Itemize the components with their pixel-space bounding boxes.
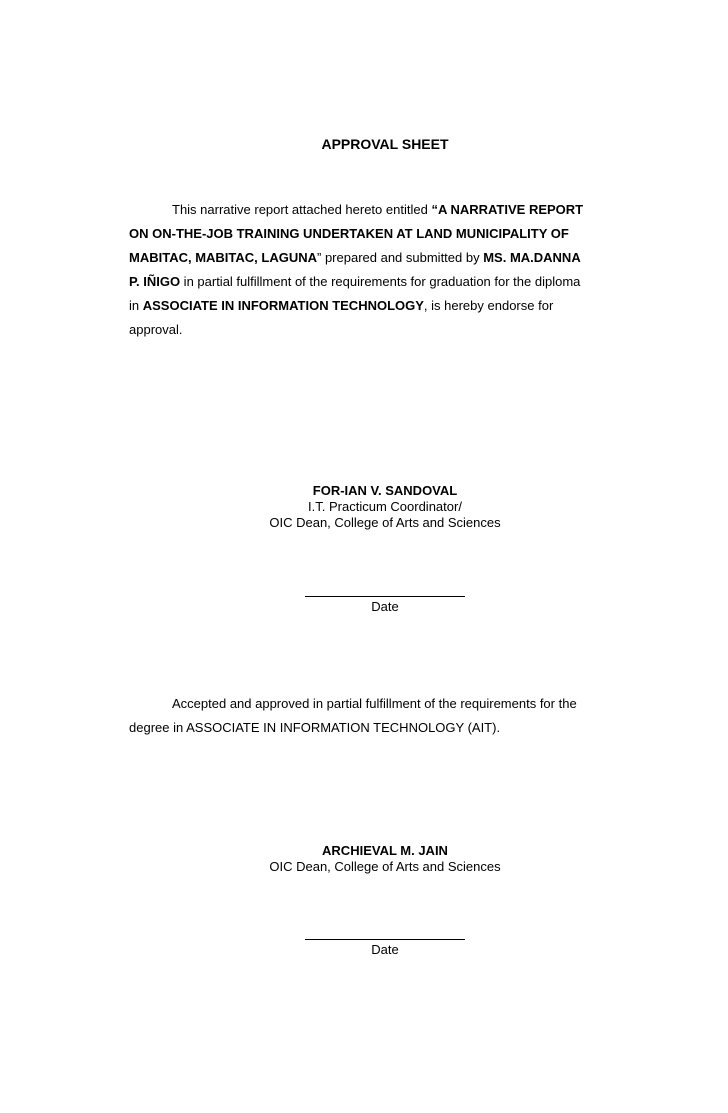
date-signature-field (305, 939, 465, 957)
paragraph-line: degree in ASSOCIATE IN INFORMATION TECHNOLOGY (AIT). (129, 720, 501, 735)
paragraph-line: in ASSOCIATE IN INFORMATION TECHNOLOGY, is hereby endorse for (129, 298, 554, 313)
signature-line (305, 939, 465, 940)
date-signature-field (305, 596, 465, 614)
signatory-position: OIC Dean, College of Arts and Sciences (269, 859, 501, 874)
paragraph-line: ON ON-THE-JOB TRAINING UNDERTAKEN AT LAND MUNICIPALITY OF (129, 226, 569, 241)
paragraph-line: approval. (129, 322, 183, 337)
endorsement-paragraph (129, 198, 643, 342)
paragraph-line: This narrative report attached hereto entitled “A NARRATIVE REPORT (172, 202, 584, 217)
page-title: APPROVAL SHEET (321, 136, 449, 152)
signatory-name: FOR-IAN V. SANDOVAL (312, 483, 458, 498)
paragraph-line: P. IÑIGO in partial fulfillment of the requirements for graduation for the diploma (129, 274, 581, 289)
paragraph-line: MABITAC, MABITAC, LAGUNA” prepared and submitted by MS. MA.DANNA (129, 250, 581, 265)
date-label: Date (371, 599, 399, 614)
signatory-name: ARCHIEVAL M. JAIN (322, 843, 448, 858)
acceptance-paragraph (129, 692, 643, 740)
date-label: Date (371, 942, 399, 957)
paragraph-line: Accepted and approved in partial fulfillment of the requirements for the (172, 696, 577, 711)
signatory-block-coordinator (0, 483, 728, 531)
signatory-position: OIC Dean, College of Arts and Sciences (269, 515, 501, 530)
signatory-position: I.T. Practicum Coordinator/ (308, 499, 462, 514)
signature-line (305, 596, 465, 597)
signatory-block-dean (0, 843, 728, 875)
